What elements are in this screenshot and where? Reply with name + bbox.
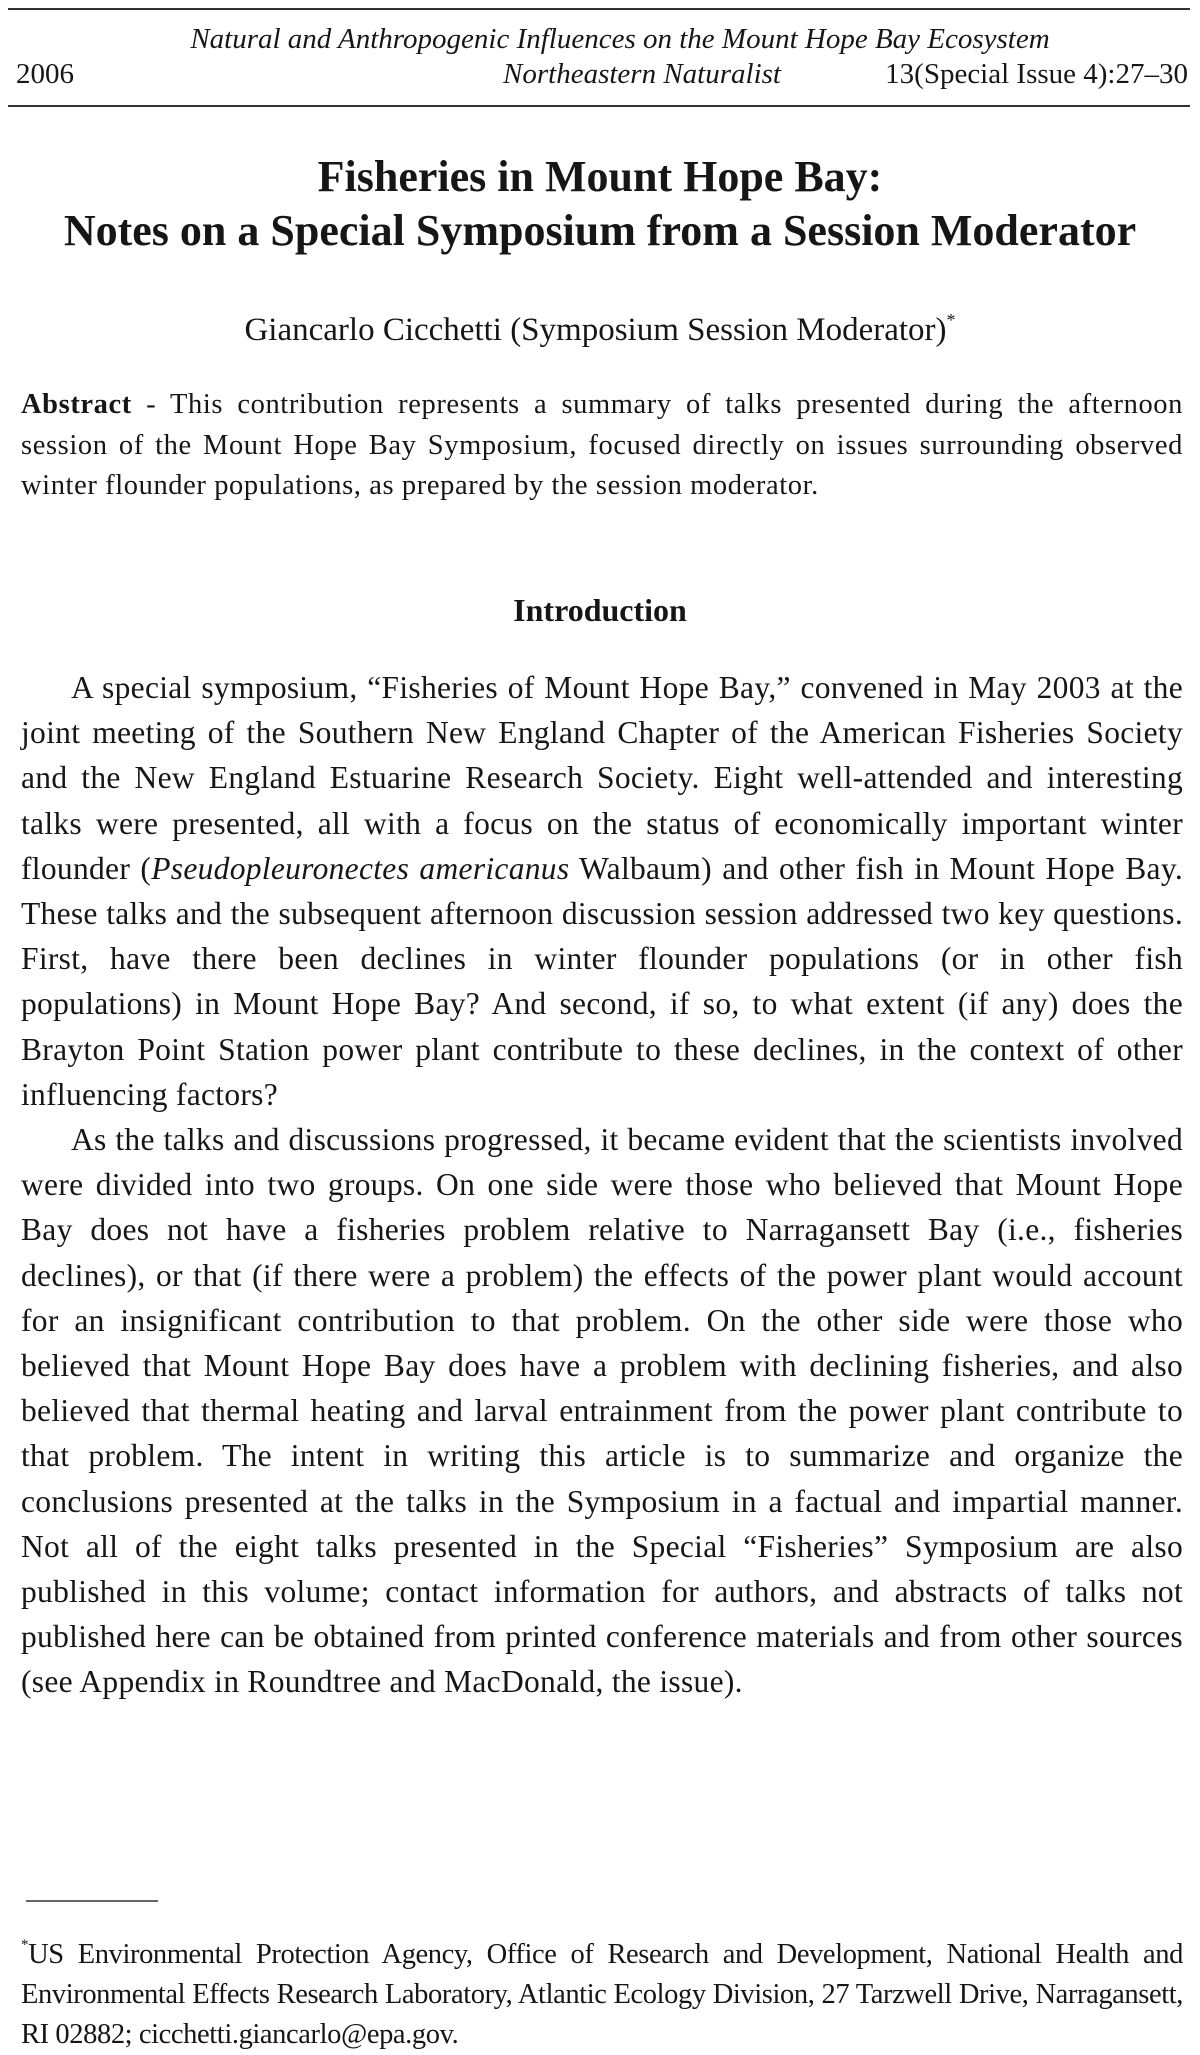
abstract-text: This contribution represents a summary of talks presented during the afternoon session of the Mount Hope Bay Symposium, focused directly on issues surrounding observed winter flounder populations, as prepared by the session moderator. [21, 389, 1183, 501]
paragraph-1 [21, 665, 1183, 1117]
abstract [21, 385, 1183, 507]
author-affiliation-footnote [21, 1925, 1183, 2055]
header-top-rule [8, 8, 1190, 10]
paragraph-1-text-a: A special symposium, “Fisheries of Mount Hope Bay,” convened in May 2003 at the joint meeting of the Southern New England Chapter of the American Fisheries Society and the New England Estuarine Research Society. Eight well-attended and interesting talks were presented, all with a focus on the status of economically important winter flounder ( [21, 670, 1183, 886]
introduction-body [21, 665, 1183, 1705]
running-header-series-title: Natural and Anthropogenic Influences on the Mount Hope Bay Ecosystem [190, 23, 1050, 55]
author-name: Giancarlo Cicchetti (Symposium Session Moderator) [244, 312, 947, 348]
title-line-2: Notes on a Special Symposium from a Session Moderator [63, 206, 1137, 255]
introduction-heading: Introduction [513, 592, 687, 628]
volume-pages: 13(Special Issue 4):27–30 [885, 58, 1188, 90]
footnote-rule [26, 1900, 158, 1902]
abstract-label: Abstract [21, 389, 132, 420]
paragraph-2: As the talks and discussions progressed, it became evident that the scientists involved were divided into two groups. On one side were those who believed that Mount Hope Bay does not have a fisheries problem relative to Narragansett Bay (i.e., fisheries declines), or that (if there were a problem) the effects of the power plant would account for an insignificant contribution to that problem. On the other side were those who believed that Mount Hope Bay does have a problem with declining fisheries, and also believed that thermal heating and larval entrainment from the power plant contribute to that problem. The intent in writing this article is to summarize and organize the conclusions presented at the talks in the Symposium in a factual and impartial manner. Not all of the eight talks presented in the Special “Fisheries” Symposium are also published in this volume; contact information for authors, and abstracts of talks not published here can be obtained from printed conference materials and from other sources (see Appendix in Roundtree and MacDonald, the issue). [21, 1122, 1183, 1700]
abstract-separator: - [131, 389, 170, 420]
publication-year: 2006 [16, 58, 74, 90]
journal-name: Northeastern Naturalist [503, 58, 781, 90]
running-header-row [16, 57, 1188, 91]
footnote-text: US Environmental Protection Agency, Office of Research and Development, National Health and Environmental Effects Research Laboratory, Atlantic Ecology Division, 27 Tarzwell Drive, Narragansett, RI 02882; cicchetti.giancarlo@epa.gov. [21, 1939, 1183, 2050]
header-bottom-rule [8, 105, 1190, 107]
species-name: Pseudopleuronectes americanus [151, 850, 570, 886]
title-line-1: Fisheries in Mount Hope Bay: [317, 152, 883, 201]
article-title [0, 150, 1200, 258]
paragraph-1-text-b: Walbaum) and other fish in Mount Hope Bay. These talks and the subsequent afternoon discussion session addressed two key questions. First, have there been declines in winter flounder populations (or in other fish populations) in Mount Hope Bay? And second, if so, to what extent (if any) does the Brayton Point Station power plant contribute to these declines, in the context of other influencing factors? [21, 850, 1184, 1112]
author-footnote-mark[interactable]: * [946, 310, 956, 330]
author-line [0, 300, 1200, 350]
footnote-mark: * [21, 1937, 29, 1953]
